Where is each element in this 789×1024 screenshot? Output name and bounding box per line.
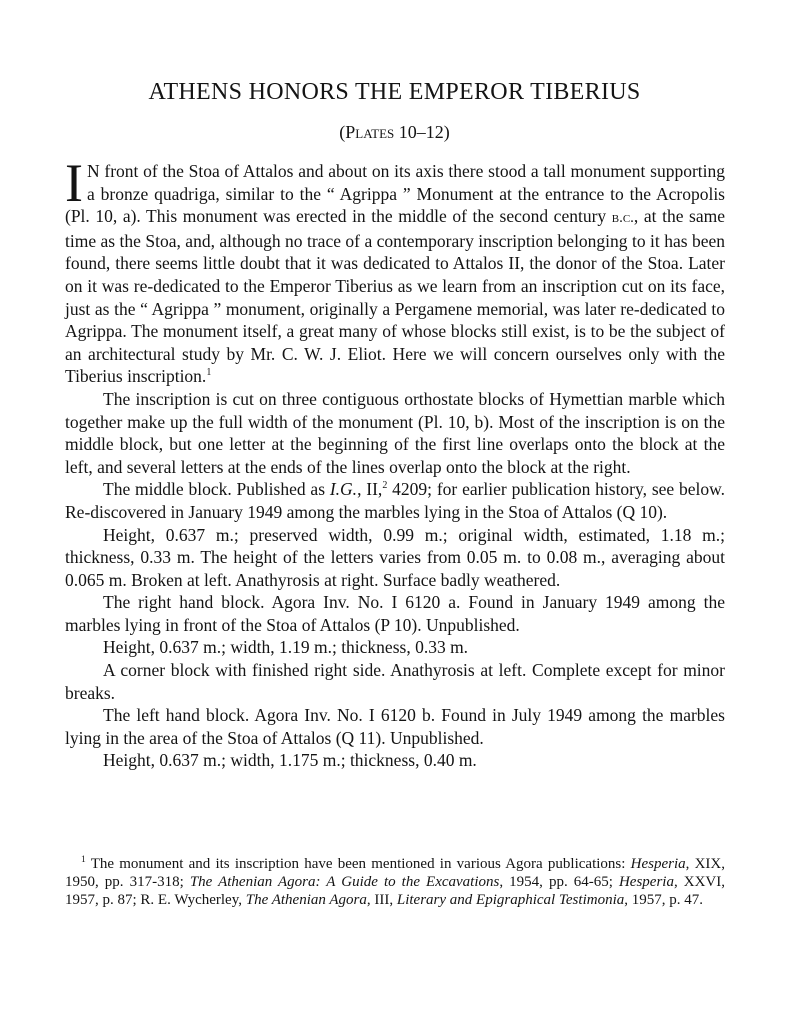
footnote-journal: Hesperia: [630, 856, 686, 872]
footnote-mark: 1: [81, 855, 86, 865]
middle-text-a: The middle block. Published as: [103, 479, 330, 500]
paragraph-left-dimensions: Height, 0.637 m.; width, 1.175 m.; thickness, 0.40 m.: [103, 750, 477, 771]
footnote-book-title: The Athenian Agora: A Guide to the Excavations: [189, 874, 500, 891]
paragraph-right-dimensions: Height, 0.637 m.; width, 1.19 m.; thickness, 0.33 m.: [103, 637, 469, 658]
footnote-text: The monument and its inscription have been mentioned in various Agora publications:: [85, 856, 631, 872]
paragraph-left-block: The left hand block. Agora Inv. No. I 6120 b. Found in July 1949 among the marbles lying in the area of the Stoa of Attalos (Q 11). Unpublished.: [65, 705, 725, 748]
footnote-text: , 1957, p. 47.: [624, 892, 703, 909]
ig-citation: I.G.: [329, 479, 358, 500]
footnote: [65, 855, 725, 910]
footnote-text: , III,: [366, 892, 397, 909]
middle-text-b: , II,: [357, 479, 383, 500]
footnote-journal: Hesperia: [618, 874, 674, 891]
footnote-book-title: The Athenian Agora: [245, 892, 367, 909]
bc-abbrev: b.c.: [611, 210, 634, 227]
intro-text-b: , at the same time as the Stoa, and, although no trace of a contemporary inscription belonging to it has been found, there seems little doubt that it was dedicated to Attalos II, the donor of the Stoa. Later on it was re-dedicated to the Emperor Tiberius as we learn from an inscription cut on its face, just as the “ Agrippa ” monument, originally a Pergamene memorial, was later re-dedicated to Agrippa. The monument itself, a great many of whose blocks still exist, is to be the subject of an architectural study by Mr. C. W. J. Eliot. Here we will concern ourselves only with the Tiberius inscription.: [65, 206, 725, 387]
paragraph-corner-block: A corner block with finished right side. Anathyrosis at left. Complete except for minor breaks.: [65, 660, 725, 703]
article-body: [65, 153, 726, 772]
paragraph-inscription: The inscription is cut on three contiguous orthostate blocks of Hymettian marble which together make up the full width of the monument (Pl. 10, b). Most of the inscription is on the middle block, but one letter at the beginning of the first line overlaps onto the block at the left, and several letters at the ends of the lines overlap onto the block at the right.: [65, 388, 725, 477]
paragraph-right-block: The right hand block. Agora Inv. No. I 6120 a. Found in January 1949 among the marbles lying in front of the Stoa of Attalos (P 10). Unpublished.: [65, 592, 725, 635]
drop-cap: I: [65, 153, 83, 213]
footnote-text: , XIX, 1950, pp. 317-318;: [65, 856, 725, 891]
paragraph-middle-dimensions: Height, 0.637 m.; preserved width, 0.99 m.; original width, estimated, 1.18 m.; thickness, 0.33 m. The height of the letters varies from 0.05 m. to 0.08 m., averaging about 0.065 m. Broken at left. Anathyrosis at right. Surface badly weathered.: [65, 524, 725, 590]
paragraph-intro: [65, 153, 725, 388]
article-title: ATHENS HONORS THE EMPEROR TIBERIUS: [148, 79, 641, 105]
footnote-text: , XXVI, 1957, p. 87; R. E. Wycherley,: [65, 874, 725, 909]
intro-text-a: N front of the Stoa of Attalos and about on its axis there stood a tall monument supporting a bronze quadriga, similar to the “ Agrippa ” Monument at the entrance to the Acropolis (Pl. 10, a). This monument was erected in the middle of the second century: [65, 161, 725, 227]
paragraph-middle-block: [65, 478, 725, 523]
edition-superscript: 2: [382, 480, 388, 492]
footnote-text: , 1954, pp. 64-65;: [499, 874, 619, 891]
footnote-book-title: Literary and Epigraphical Testimonia: [396, 892, 625, 909]
footnote-ref: 1: [206, 367, 212, 379]
middle-text-c: 4209; for earlier publication history, see below. Re-discovered in January 1949 among the marbles lying in the Stoa of Attalos (Q 10).: [65, 479, 726, 522]
plates-subtitle: (Plates 10–12): [339, 122, 450, 142]
footnote-1: [65, 855, 725, 910]
